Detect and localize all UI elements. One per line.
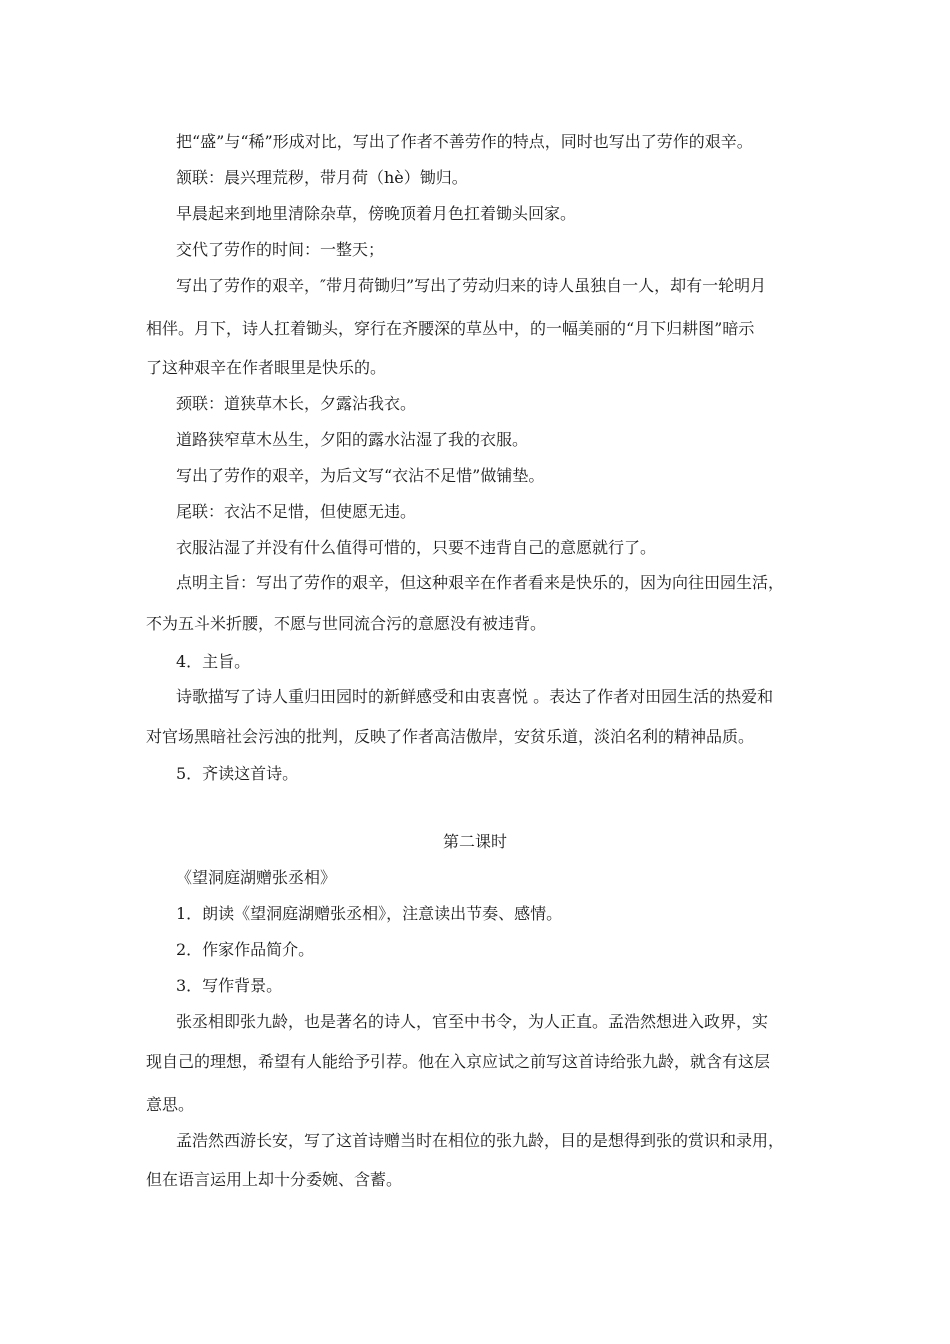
paragraph-line: 5．齐读这首诗。 (176, 764, 299, 783)
paragraph-line: 颈联：道狭草木长，夕露沾我衣。 (176, 394, 417, 413)
paragraph-line: 衣服沾湿了并没有什么值得可惜的，只要不违背自己的意愿就行了。 (176, 538, 657, 557)
paragraph-line: 1．朗读《望洞庭湖赠张丞相》，注意读出节奏、感情。 (176, 904, 563, 923)
paragraph-line: 2．作家作品简介。 (176, 940, 315, 959)
poem-title: 《望洞庭湖赠张丞相》 (176, 868, 337, 887)
paragraph-line: 3．写作背景。 (176, 976, 283, 995)
paragraph-line: 写出了劳作的艰辛，″带月荷锄归”写出了劳动归来的诗人虽独自一人，却有一轮明月 (176, 276, 767, 295)
paragraph-line: 把“盛”与“稀”形成对比，写出了作者不善劳作的特点，同时也写出了劳作的艰辛。 (176, 132, 753, 151)
paragraph-line: 点明主旨：写出了劳作的艰辛，但这种艰辛在作者看来是快乐的，因为向往田园生活， (176, 573, 785, 592)
paragraph-line: 早晨起来到地里清除杂草，傍晚顶着月色扛着锄头回家。 (176, 204, 577, 223)
paragraph-line: 颔联：晨兴理荒秽，带月荷（hè）锄归。 (176, 168, 468, 187)
paragraph-line: 孟浩然西游长安，写了这首诗赠当时在相位的张九龄，目的是想得到张的赏识和录用， (176, 1131, 785, 1150)
paragraph-line: 道路狭窄草木丛生，夕阳的露水沾湿了我的衣服。 (176, 430, 529, 449)
paragraph-line: 对官场黑暗社会污浊的批判，反映了作者高洁傲岸，安贫乐道，淡泊名利的精神品质。 (146, 727, 755, 746)
paragraph-line: 交代了劳作的时间：一整天； (176, 240, 385, 259)
paragraph-line: 现自己的理想，希望有人能给予引荐。他在入京应试之前写这首诗给张九龄，就含有这层 (146, 1052, 771, 1071)
paragraph-line: 相伴。月下，诗人扛着锄头，穿行在齐腰深的草丛中，的一幅美丽的“月下归耕图”暗示 (146, 319, 755, 338)
section-heading: 第二课时 (442, 832, 507, 851)
paragraph-line: 张丞相即张九龄，也是著名的诗人，官至中书令，为人正直。孟浩然想进入政界，实 (176, 1012, 769, 1031)
paragraph-line: 意思。 (146, 1095, 195, 1114)
paragraph-line: 了这种艰辛在作者眼里是快乐的。 (146, 358, 387, 377)
paragraph-line: 尾联：衣沾不足惜，但使愿无违。 (176, 502, 417, 521)
paragraph-line: 但在语言运用上却十分委婉、含蓄。 (146, 1170, 403, 1189)
paragraph-line: 写出了劳作的艰辛，为后文写“衣沾不足惜”做铺垫。 (176, 466, 545, 485)
paragraph-line: 4．主旨。 (176, 652, 251, 671)
paragraph-line: 不为五斗米折腰，不愿与世同流合污的意愿没有被违背。 (146, 614, 547, 633)
paragraph-line: 诗歌描写了诗人重归田园时的新鲜感受和由衷喜悦 。表达了作者对田园生活的热爱和 (176, 687, 774, 706)
